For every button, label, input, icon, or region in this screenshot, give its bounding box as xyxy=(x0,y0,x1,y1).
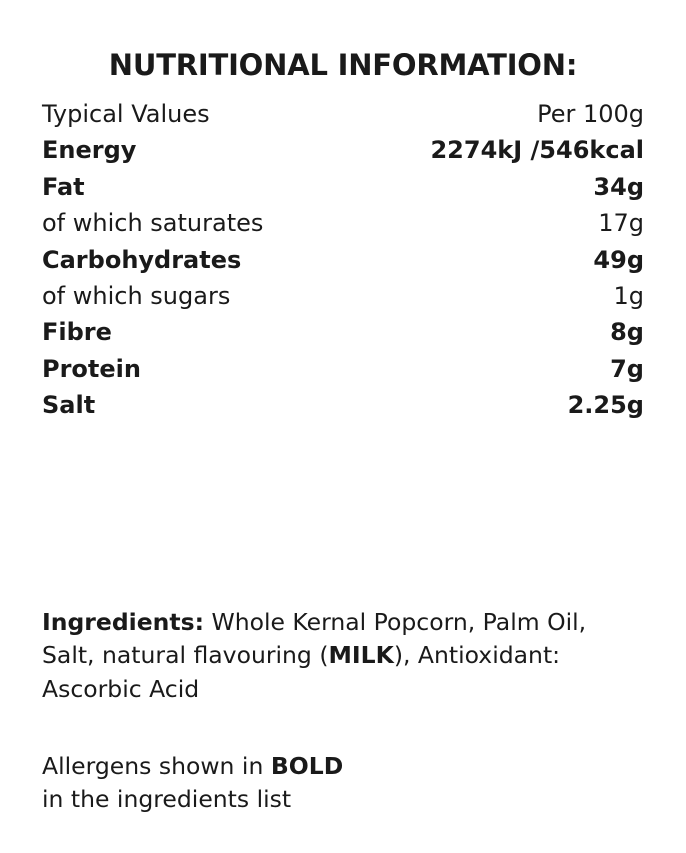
allergen-note-line-1 xyxy=(42,750,644,783)
table-row xyxy=(42,242,644,278)
nutrient-value: 8g xyxy=(610,318,644,347)
ingredients-label: Ingredients: xyxy=(42,608,204,636)
allergen-note-text: Allergens shown in xyxy=(42,752,271,780)
nutrient-name: Fat xyxy=(42,172,85,201)
column-header-name: Typical Values xyxy=(42,100,210,128)
table-header-row xyxy=(42,96,644,132)
nutrient-name: Fibre xyxy=(42,318,112,347)
nutrient-value: 7g xyxy=(610,354,644,383)
nutrient-value: 2.25g xyxy=(567,391,644,420)
allergen-note-line-2: in the ingredients list xyxy=(42,785,292,814)
ingredients-section xyxy=(42,606,644,706)
nutrient-value: 2274kJ /546kcal xyxy=(430,136,644,165)
column-header-value: Per 100g xyxy=(537,100,644,128)
table-row xyxy=(42,205,644,241)
nutrient-value: 17g xyxy=(598,209,644,238)
nutrition-table xyxy=(42,96,644,424)
table-row xyxy=(42,351,644,387)
nutrient-name: Carbohydrates xyxy=(42,245,242,274)
table-row xyxy=(42,278,644,314)
nutrient-name: Salt xyxy=(42,391,96,420)
page-title: NUTRITIONAL INFORMATION: xyxy=(108,48,578,82)
ingredients-text-before-allergen: Whole Kernal Popcorn, Palm Oil, Salt, natural flavouring ( xyxy=(42,608,587,670)
nutrition-table-body xyxy=(42,96,644,424)
allergen-note-emphasis: BOLD xyxy=(270,752,344,780)
nutrient-value: 1g xyxy=(613,281,644,310)
table-row xyxy=(42,132,644,168)
ingredients-allergen: MILK xyxy=(328,641,394,670)
table-row xyxy=(42,387,644,423)
nutrient-name: Protein xyxy=(42,354,141,383)
table-row xyxy=(42,314,644,350)
nutrient-name: Energy xyxy=(42,136,137,165)
nutrition-label xyxy=(0,48,686,853)
nutrient-value: 49g xyxy=(593,245,644,274)
allergen-note xyxy=(42,750,644,817)
ingredients-text-after-allergen: ), Antioxidant: Ascorbic Acid xyxy=(42,641,561,703)
nutrient-value: 34g xyxy=(593,172,644,201)
nutrient-name: of which saturates xyxy=(42,209,264,238)
nutrient-name: of which sugars xyxy=(42,281,231,310)
table-row xyxy=(42,169,644,205)
